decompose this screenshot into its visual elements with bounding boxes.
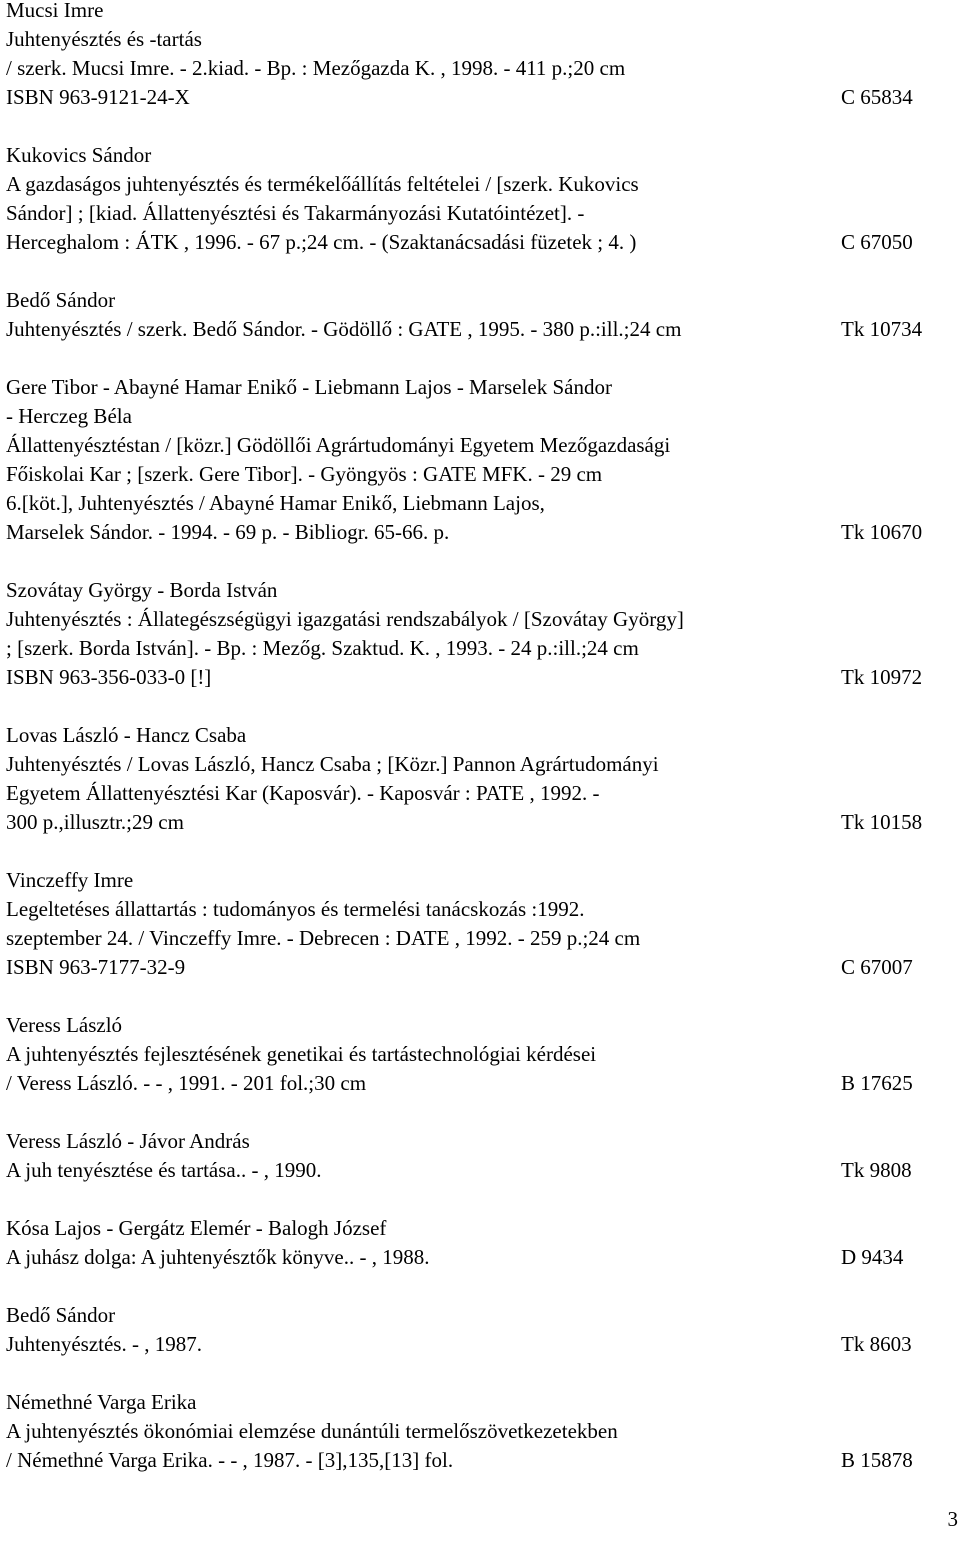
call-number: B 17625 <box>841 1071 913 1095</box>
entry-author: Kukovics Sándor <box>6 143 152 167</box>
entry-author: Kósa Lajos - Gergátz Elemér - Balogh József <box>6 1216 387 1240</box>
entry-line: A juhtenyésztés ökonómiai elemzése dunántúli termelőszövetkezetekben <box>6 1419 618 1443</box>
entry-author: Mucsi Imre <box>6 0 104 22</box>
entry-author: Bedő Sándor <box>6 288 116 312</box>
entry-line: ISBN 963-356-033-0 [!] <box>6 665 212 689</box>
entry-line: 6.[köt.], Juhtenyésztés / Abayné Hamar Enikő, Liebmann Lajos, <box>6 491 545 515</box>
call-number: Tk 10734 <box>841 317 923 341</box>
call-number: Tk 9808 <box>841 1158 912 1182</box>
call-number: C 65834 <box>841 85 913 109</box>
entry-line: 300 p.,illusztr.;29 cm <box>6 810 184 834</box>
entry-line: Egyetem Állattenyésztési Kar (Kaposvár). - Kaposvár : PATE , 1992. - <box>6 781 600 805</box>
entry-line: - Herczeg Béla <box>6 404 132 428</box>
entry-line: A juh tenyésztése és tartása.. - , 1990. <box>6 1158 322 1182</box>
entry-line: ISBN 963-7177-32-9 <box>6 955 186 979</box>
entry-line: ISBN 963-9121-24-X <box>6 85 190 109</box>
entry-line: Juhtenyésztés / Lovas László, Hancz Csaba ; [Közr.] Pannon Agrártudományi <box>6 752 659 776</box>
entry-author: Lovas László - Hancz Csaba <box>6 723 247 747</box>
entry-line: Juhtenyésztés és -tartás <box>6 27 202 51</box>
call-number: Tk 8603 <box>841 1332 912 1356</box>
bibliography-entry <box>6 1214 936 1272</box>
entry-line: Legeltetéses állattartás : tudományos és termelési tanácskozás :1992. <box>6 897 585 921</box>
entry-line: Sándor] ; [kiad. Állattenyésztési és Takarmányozási Kutatóintézet]. - <box>6 201 585 225</box>
bibliography-entry <box>6 286 936 344</box>
bibliography-entry <box>6 141 936 257</box>
entry-author: Némethné Varga Erika <box>6 1390 197 1414</box>
bibliography-entry <box>6 866 936 982</box>
call-number: C 67007 <box>841 955 913 979</box>
entry-line: szeptember 24. / Vinczeffy Imre. - Debrecen : DATE , 1992. - 259 p.;24 cm <box>6 926 641 950</box>
entry-line: Főiskolai Kar ; [szerk. Gere Tibor]. - Gyöngyös : GATE MFK. - 29 cm <box>6 462 603 486</box>
call-number: B 15878 <box>841 1448 913 1472</box>
entry-line: / szerk. Mucsi Imre. - 2.kiad. - Bp. : Mezőgazda K. , 1998. - 411 p.;20 cm <box>6 56 626 80</box>
bibliography-entry <box>6 721 936 837</box>
entry-line: A juhász dolga: A juhtenyésztők könyve.. - , 1988. <box>6 1245 430 1269</box>
entry-author: Vinczeffy Imre <box>6 868 134 892</box>
call-number: C 67050 <box>841 230 913 254</box>
entry-line: Juhtenyésztés : Állategészségügyi igazgatási rendszabályok / [Szovátay György] <box>6 607 684 631</box>
entry-line: Herceghalom : ÁTK , 1996. - 67 p.;24 cm. - (Szaktanácsadási füzetek ; 4. ) <box>6 230 637 254</box>
bibliography-entry <box>6 576 936 692</box>
bibliography-entry <box>6 1127 936 1185</box>
entry-line: Juhtenyésztés. - , 1987. <box>6 1332 202 1356</box>
entry-line: Marselek Sándor. - 1994. - 69 p. - Bibliogr. 65-66. p. <box>6 520 450 544</box>
entry-line: / Némethné Varga Erika. - - , 1987. - [3],135,[13] fol. <box>6 1448 454 1472</box>
entry-author: Veress László - Jávor András <box>6 1129 250 1153</box>
entry-author: Veress László <box>6 1013 123 1037</box>
entry-line: A juhtenyésztés fejlesztésének genetikai és tartástechnológiai kérdései <box>6 1042 597 1066</box>
page-number: 3 <box>947 1507 958 1531</box>
bibliography-entry <box>6 373 936 547</box>
entry-author: Szovátay György - Borda István <box>6 578 278 602</box>
call-number: Tk 10670 <box>841 520 923 544</box>
entry-line: / Veress László. - - , 1991. - 201 fol.;30 cm <box>6 1071 367 1095</box>
entry-line: ; [szerk. Borda István]. - Bp. : Mezőg. Szaktud. K. , 1993. - 24 p.:ill.;24 cm <box>6 636 639 660</box>
bibliography-entry <box>6 0 936 112</box>
bibliography-entry <box>6 1301 936 1359</box>
bibliography-list <box>6 0 936 1504</box>
call-number: D 9434 <box>841 1245 904 1269</box>
entry-author: Bedő Sándor <box>6 1303 116 1327</box>
bibliography-entry <box>6 1388 936 1475</box>
call-number: Tk 10972 <box>841 665 923 689</box>
entry-line: Állattenyésztéstan / [közr.] Gödöllői Agrártudományi Egyetem Mezőgazdasági <box>6 433 671 457</box>
entry-line: Juhtenyésztés / szerk. Bedő Sándor. - Gödöllő : GATE , 1995. - 380 p.:ill.;24 cm <box>6 317 682 341</box>
bibliography-entry <box>6 1011 936 1098</box>
entry-author: Gere Tibor - Abayné Hamar Enikő - Liebmann Lajos - Marselek Sándor <box>6 375 612 399</box>
call-number: Tk 10158 <box>841 810 923 834</box>
entry-line: A gazdaságos juhtenyésztés és termékelőállítás feltételei / [szerk. Kukovics <box>6 172 639 196</box>
